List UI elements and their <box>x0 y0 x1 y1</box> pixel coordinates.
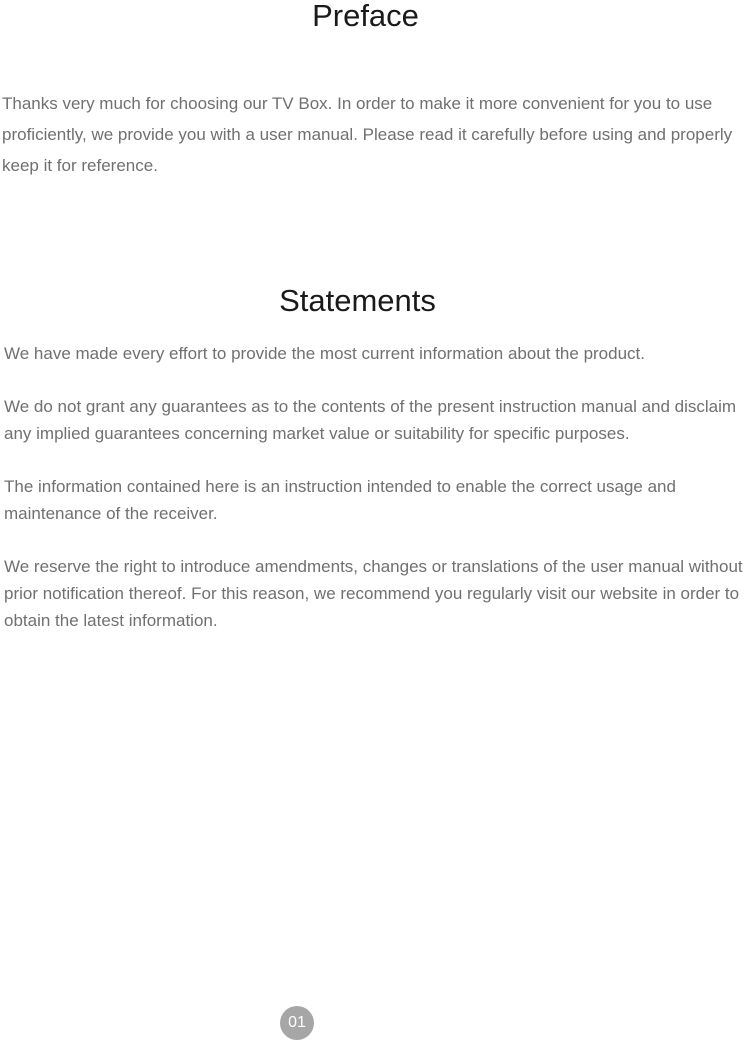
preface-body: Thanks very much for choosing our TV Box. In order to make it more convenient for you to use proficiently, we provide you with a user manual. Please read it carefully before using and properly keep it for reference. <box>2 94 733 175</box>
statements-section <box>4 340 750 660</box>
statements-title: Statements <box>279 283 436 318</box>
statement-paragraph: We have made every effort to provide the most current information about the product. <box>4 344 645 363</box>
preface-title: Preface <box>312 0 419 33</box>
statement-paragraph: We do not grant any guarantees as to the contents of the present instruction manual and disclaim any implied guarantees concerning market value or suitability for specific purposes. <box>4 397 737 443</box>
statement-paragraph: We reserve the right to introduce amendments, changes or translations of the user manual without prior notification thereof. For this reason, we recommend you regularly visit our website in order to obtain the latest information. <box>4 557 743 630</box>
page-number-badge: 01 <box>280 1006 314 1040</box>
statement-paragraph: The information contained here is an instruction intended to enable the correct usage and maintenance of the receiver. <box>4 477 676 523</box>
